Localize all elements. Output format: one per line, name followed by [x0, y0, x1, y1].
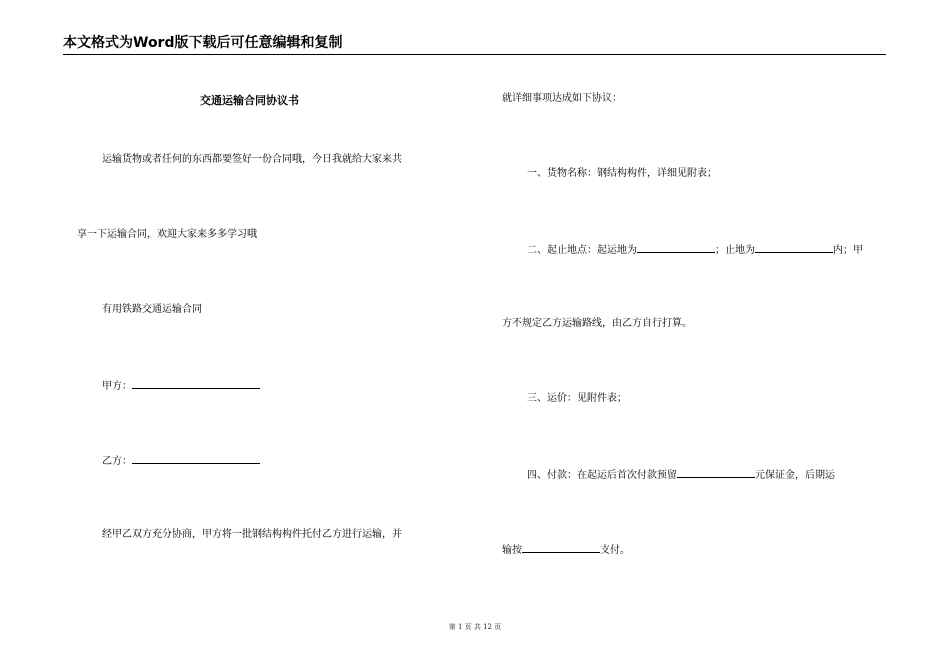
clause-1: 一、货物名称：钢结构构件，详细见附表；: [527, 168, 717, 179]
document-title: 交通运输合同协议书: [200, 94, 299, 107]
clause-2-part-2: ；止地为: [715, 245, 755, 256]
clause-4-continuation: [502, 542, 630, 558]
agreement-intro: 就详细事项达成如下协议：: [502, 93, 622, 104]
clause-4-part-1: 四、付款：在起运后首次付款预留: [527, 470, 677, 481]
subheading: 有用铁路交通运输合同: [102, 304, 202, 315]
clause-2-part-3: 内；甲: [833, 245, 863, 256]
clause-2-continuation: 方不规定乙方运输路线，由乙方自行打算。: [502, 318, 692, 329]
deposit-blank: [677, 467, 755, 478]
header-text: 本文格式为Word版下载后可任意编辑和复制: [63, 35, 343, 51]
party-a-blank: [132, 378, 260, 389]
body-line: 经甲乙双方充分协商，甲方将一批钢结构构件托付乙方进行运输，并: [102, 529, 402, 540]
destination-blank: [755, 242, 833, 253]
party-b-line: [102, 453, 260, 469]
origin-blank: [637, 242, 715, 253]
document-header: [63, 34, 886, 54]
clause-4: [527, 467, 835, 483]
clause-3: 三、运价：见附件表；: [527, 393, 627, 404]
party-a-label: 甲方：: [102, 381, 132, 392]
party-a-line: [102, 378, 260, 394]
intro-line-2: 享一下运输合同，欢迎大家来多多学习哦: [77, 229, 257, 240]
header-divider: [63, 54, 886, 55]
payment-method-blank: [522, 542, 600, 553]
clause-4-part-2: 元保证金，后期运: [755, 470, 835, 481]
clause-2: [527, 242, 863, 258]
clause-4-cont-part-2: 支付。: [600, 545, 630, 556]
page-indicator: 第 1 页 共 12 页: [448, 623, 502, 631]
party-b-label: 乙方：: [102, 456, 132, 467]
clause-2-part-1: 二、起止地点：起运地为: [527, 245, 637, 256]
party-b-blank: [132, 453, 260, 464]
clause-4-cont-part-1: 输按: [502, 545, 522, 556]
intro-line-1: 运输货物或者任何的东西都要签好一份合同哦，今日我就给大家来共: [102, 154, 402, 165]
